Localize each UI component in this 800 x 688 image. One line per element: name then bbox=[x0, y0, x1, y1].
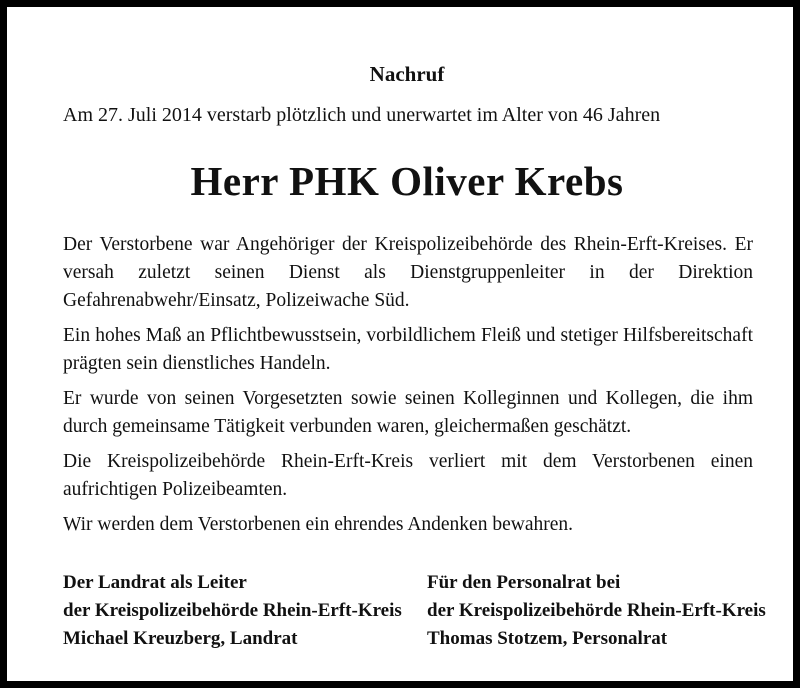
paragraph-remembrance: Wir werden dem Verstorbenen ein ehrendes Andenken bewahren. bbox=[63, 514, 573, 535]
notice-heading: Nachruf bbox=[369, 62, 445, 86]
signature-line: Für den Personalrat bei bbox=[427, 572, 621, 593]
paragraph-service: Der Verstorbene war Angehöriger der Kreispolizeibehörde des Rhein-Erft-Kreises. Er versah zuletzt seinen Dienst als Dienstgruppenleiter in der Direktion Gefahrenabwehr/Einsatz, Polizeiwache Süd. bbox=[63, 234, 753, 311]
paragraph-colleagues: Er wurde von seinen Vorgesetzten sowie seinen Kolleginnen und Kollegen, die ihm durch gemeinsame Tätigkeit verbunden waren, gleichermaßen geschätzt. bbox=[63, 388, 753, 437]
paragraph-character: Ein hohes Maß an Pflichtbewusstsein, vorbildlichem Fleiß und stetiger Hilfsbereitschaft prägten sein dienstliches Handeln. bbox=[63, 325, 753, 374]
signature-line: Michael Kreuzberg, Landrat bbox=[63, 628, 298, 649]
signature-personalrat bbox=[427, 569, 766, 653]
signature-line: der Kreispolizeibehörde Rhein-Erft-Kreis bbox=[427, 600, 766, 621]
signature-landrat bbox=[63, 569, 402, 653]
intro-line: Am 27. Juli 2014 verstarb plötzlich und unerwartet im Alter von 46 Jahren bbox=[63, 104, 661, 126]
signature-line: der Kreispolizeibehörde Rhein-Erft-Kreis bbox=[63, 600, 402, 621]
signature-line: Thomas Stotzem, Personalrat bbox=[427, 628, 668, 649]
notice-body bbox=[63, 231, 753, 546]
signature-line: Der Landrat als Leiter bbox=[63, 572, 247, 593]
paragraph-loss: Die Kreispolizeibehörde Rhein-Erft-Kreis verliert mit dem Verstorbenen einen aufrichtigen Polizeibeamten. bbox=[63, 451, 753, 500]
deceased-name: Herr PHK Oliver Krebs bbox=[190, 158, 624, 204]
